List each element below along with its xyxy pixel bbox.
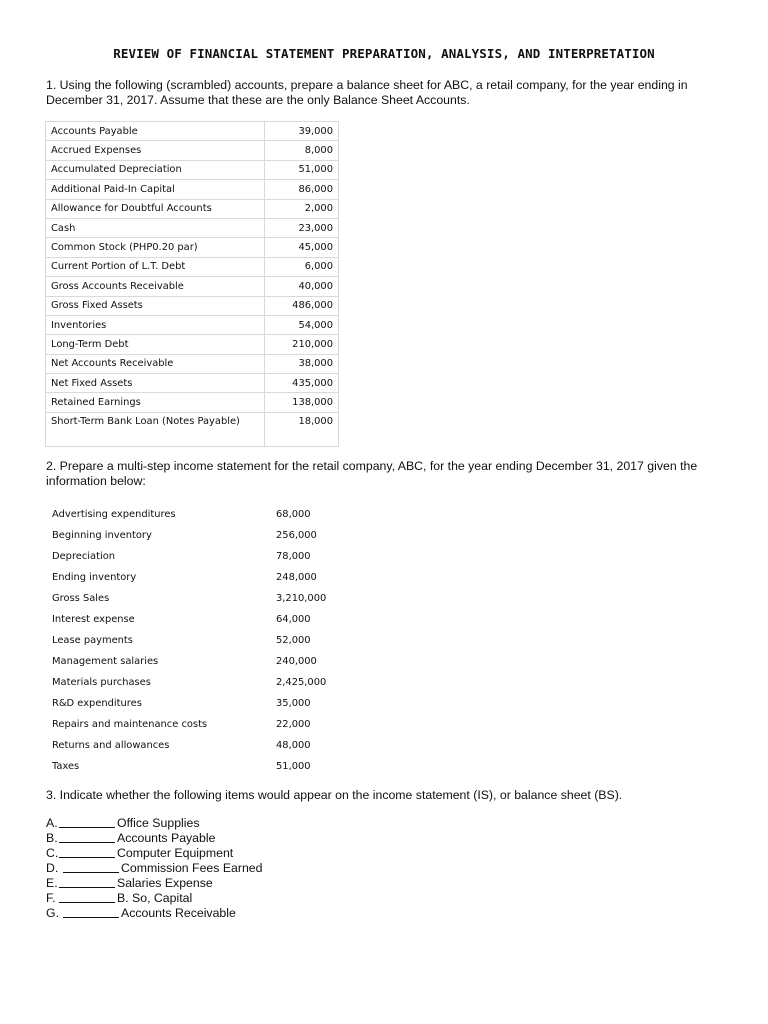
answer-blank[interactable]	[63, 872, 119, 873]
account-value: 435,000	[265, 374, 339, 393]
item-letter: A.	[46, 816, 58, 830]
account-name: Current Portion of L.T. Debt	[46, 257, 265, 276]
item-letter: C.	[46, 846, 59, 860]
item-value: 52,000	[276, 635, 311, 646]
list-item	[52, 651, 352, 672]
item-value: 22,000	[276, 719, 311, 730]
list-item	[52, 714, 352, 735]
account-value: 8,000	[265, 141, 339, 160]
item-name: R&D expenditures	[52, 698, 142, 709]
answer-blank[interactable]	[59, 887, 115, 888]
list-item	[52, 693, 352, 714]
item-text: Accounts Receivable	[121, 906, 236, 920]
list-item	[52, 630, 352, 651]
table-row	[46, 180, 339, 199]
item-value: 51,000	[276, 761, 311, 772]
account-value: 138,000	[265, 393, 339, 412]
balance-sheet-accounts-table	[45, 121, 339, 447]
item-name: Gross Sales	[52, 593, 110, 604]
item-name: Beginning inventory	[52, 530, 152, 541]
table-row	[46, 412, 339, 446]
table-row	[46, 354, 339, 373]
account-name: Gross Accounts Receivable	[46, 277, 265, 296]
answer-blank[interactable]	[59, 857, 115, 858]
item-letter: B.	[46, 831, 58, 845]
table-row	[46, 218, 339, 237]
account-value: 2,000	[265, 199, 339, 218]
item-value: 35,000	[276, 698, 311, 709]
item-value: 256,000	[276, 530, 317, 541]
item-name: Management salaries	[52, 656, 159, 667]
table-row	[46, 315, 339, 334]
item-text: Salaries Expense	[117, 876, 213, 890]
item-name: Materials purchases	[52, 677, 151, 688]
item-text: Computer Equipment	[117, 846, 234, 860]
item-text: Office Supplies	[117, 816, 200, 830]
item-name: Lease payments	[52, 635, 133, 646]
account-name: Inventories	[46, 315, 265, 334]
item-name: Taxes	[52, 761, 80, 772]
item-text: B. So, Capital	[117, 891, 193, 905]
account-value: 486,000	[265, 296, 339, 315]
table-row	[46, 335, 339, 354]
income-statement-items	[52, 504, 352, 777]
account-name: Accumulated Depreciation	[46, 160, 265, 179]
item-letter: D.	[46, 861, 59, 875]
table-row	[46, 238, 339, 257]
account-value: 51,000	[265, 160, 339, 179]
item-value: 248,000	[276, 572, 317, 583]
account-value: 54,000	[265, 315, 339, 334]
account-name: Allowance for Doubtful Accounts	[46, 199, 265, 218]
item-letter: G.	[46, 906, 59, 920]
table-row	[46, 393, 339, 412]
list-item	[52, 567, 352, 588]
account-name: Retained Earnings	[46, 393, 265, 412]
table-row	[46, 296, 339, 315]
list-item	[52, 588, 352, 609]
account-value: 23,000	[265, 218, 339, 237]
question-1-text: 1. Using the following (scrambled) accounts, prepare a balance sheet for ABC, a retail company, for the year ending in December 31, 2017. Assume that these are the only Balance Sheet Accounts.	[46, 78, 688, 107]
answer-blank[interactable]	[59, 842, 115, 843]
table-row	[46, 257, 339, 276]
list-item	[52, 735, 352, 756]
account-value: 40,000	[265, 277, 339, 296]
answer-blank[interactable]	[59, 902, 115, 903]
item-value: 64,000	[276, 614, 311, 625]
table-row	[46, 141, 339, 160]
account-name: Long-Term Debt	[46, 335, 265, 354]
item-value: 2,425,000	[276, 677, 327, 688]
table-row	[46, 160, 339, 179]
item-name: Depreciation	[52, 551, 116, 562]
list-item	[52, 756, 352, 777]
list-item	[52, 504, 352, 525]
account-name: Additional Paid-In Capital	[46, 180, 265, 199]
account-name: Common Stock (PHP0.20 par)	[46, 238, 265, 257]
answer-blank[interactable]	[63, 917, 119, 918]
item-value: 3,210,000	[276, 593, 327, 604]
item-text: Accounts Payable	[117, 831, 216, 845]
account-value: 86,000	[265, 180, 339, 199]
table-row	[46, 199, 339, 218]
item-text: Commission Fees Earned	[121, 861, 263, 875]
table-row	[46, 277, 339, 296]
item-name: Advertising expenditures	[52, 509, 176, 520]
list-item	[52, 525, 352, 546]
item-value: 48,000	[276, 740, 311, 751]
item-letter: E.	[46, 876, 58, 890]
account-name: Net Accounts Receivable	[46, 354, 265, 373]
item-value: 240,000	[276, 656, 317, 667]
list-item	[52, 672, 352, 693]
item-name: Returns and allowances	[52, 740, 170, 751]
question-2-text: 2. Prepare a multi-step income statement for the retail company, ABC, for the year ending December 31, 2017 given the information below:	[46, 459, 698, 488]
list-item	[52, 609, 352, 630]
account-value: 210,000	[265, 335, 339, 354]
account-name: Cash	[46, 218, 265, 237]
item-name: Interest expense	[52, 614, 135, 625]
account-name: Short-Term Bank Loan (Notes Payable)	[46, 412, 265, 446]
account-name: Gross Fixed Assets	[46, 296, 265, 315]
account-value: 38,000	[265, 354, 339, 373]
account-name: Accrued Expenses	[46, 141, 265, 160]
item-value: 78,000	[276, 551, 311, 562]
account-value: 6,000	[265, 257, 339, 276]
table-row	[46, 122, 339, 141]
question-3-text: 3. Indicate whether the following items would appear on the income statement (IS), or balance sheet (BS).	[46, 788, 623, 802]
account-value: 18,000	[265, 412, 339, 446]
account-name: Net Fixed Assets	[46, 374, 265, 393]
item-name: Repairs and maintenance costs	[52, 719, 208, 730]
account-value: 45,000	[265, 238, 339, 257]
account-value: 39,000	[265, 122, 339, 141]
item-name: Ending inventory	[52, 572, 137, 583]
item-value: 68,000	[276, 509, 311, 520]
page-title: REVIEW OF FINANCIAL STATEMENT PREPARATION, ANALYSIS, AND INTERPRETATION	[113, 46, 655, 61]
list-item	[52, 546, 352, 567]
table-row	[46, 374, 339, 393]
answer-blank[interactable]	[59, 827, 115, 828]
item-letter: F.	[46, 891, 56, 905]
account-name: Accounts Payable	[46, 122, 265, 141]
